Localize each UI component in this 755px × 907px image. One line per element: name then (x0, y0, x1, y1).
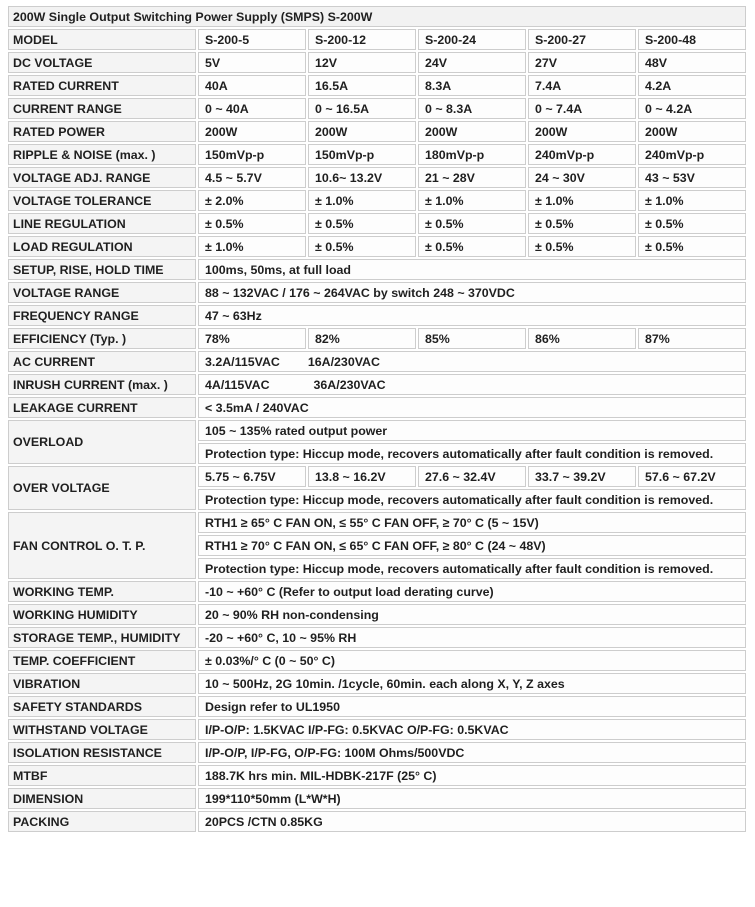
cell-value: Design refer to UL1950 (198, 696, 746, 717)
row-label: VIBRATION (8, 673, 196, 694)
spec-row-efficiency (8, 328, 746, 349)
spec-row-vibration (8, 673, 746, 694)
spec-row-dimension (8, 788, 746, 809)
row-label: WORKING TEMP. (8, 581, 196, 602)
spec-row-packing (8, 811, 746, 832)
spec-row-leakage-current (8, 397, 746, 418)
cell-value: 86% (528, 328, 636, 349)
cell-value: 4.2A (638, 75, 746, 96)
cell-value: 240mVp-p (528, 144, 636, 165)
cell-value: -10 ~ +60° C (Refer to output load derating curve) (198, 581, 746, 602)
row-label: ISOLATION RESISTANCE (8, 742, 196, 763)
row-label: OVERLOAD (8, 420, 196, 464)
row-label: TEMP. COEFFICIENT (8, 650, 196, 671)
cell-value: 4.5 ~ 5.7V (198, 167, 306, 188)
cell-value: 27.6 ~ 32.4V (418, 466, 526, 487)
ac-current-115: 3.2A/115VAC (205, 354, 280, 369)
cell-value: 13.8 ~ 16.2V (308, 466, 416, 487)
row-label: INRUSH CURRENT (max. ) (8, 374, 196, 395)
cell-value: 5V (198, 52, 306, 73)
cell-value: 10.6~ 13.2V (308, 167, 416, 188)
spec-row-setup-time (8, 259, 746, 280)
cell-value: 24 ~ 30V (528, 167, 636, 188)
spec-row-rated-power (8, 121, 746, 142)
row-label: CURRENT RANGE (8, 98, 196, 119)
row-label: WITHSTAND VOLTAGE (8, 719, 196, 740)
cell-value: 27V (528, 52, 636, 73)
row-label: SETUP, RISE, HOLD TIME (8, 259, 196, 280)
cell-value: S-200-12 (308, 29, 416, 50)
cell-value: ± 1.0% (418, 190, 526, 211)
cell-value: 150mVp-p (308, 144, 416, 165)
spec-table (6, 4, 748, 834)
row-label: MODEL (8, 29, 196, 50)
cell-value: ± 0.5% (308, 236, 416, 257)
spec-row-ac-current (8, 351, 746, 372)
cell-value: ± 0.5% (638, 236, 746, 257)
cell-value: 40A (198, 75, 306, 96)
cell-value: 48V (638, 52, 746, 73)
cell-value: 200W (418, 121, 526, 142)
spec-row-fan-control (8, 512, 746, 533)
cell-value: 87% (638, 328, 746, 349)
cell-value: 21 ~ 28V (418, 167, 526, 188)
cell-value (198, 374, 746, 395)
row-label: VOLTAGE TOLERANCE (8, 190, 196, 211)
spec-row-storage (8, 627, 746, 648)
cell-value: I/P-O/P, I/P-FG, O/P-FG: 100M Ohms/500VDC (198, 742, 746, 763)
spec-row-model (8, 29, 746, 50)
spec-row-withstand-voltage (8, 719, 746, 740)
cell-value: ± 0.5% (198, 213, 306, 234)
row-label: RIPPLE & NOISE (max. ) (8, 144, 196, 165)
row-label: FREQUENCY RANGE (8, 305, 196, 326)
spec-row-inrush-current (8, 374, 746, 395)
row-label: VOLTAGE ADJ. RANGE (8, 167, 196, 188)
cell-value: 150mVp-p (198, 144, 306, 165)
cell-value: 57.6 ~ 67.2V (638, 466, 746, 487)
cell-value: 10 ~ 500Hz, 2G 10min. /1cycle, 60min. each along X, Y, Z axes (198, 673, 746, 694)
cell-value: 0 ~ 8.3A (418, 98, 526, 119)
cell-value: ± 0.5% (528, 236, 636, 257)
spec-row-voltage-range (8, 282, 746, 303)
inrush-current-230: 36A/230VAC (313, 377, 386, 392)
cell-value: 200W (638, 121, 746, 142)
spec-row-over-voltage (8, 466, 746, 487)
cell-value: Protection type: Hiccup mode, recovers automatically after fault condition is removed. (198, 489, 746, 510)
cell-value: ± 1.0% (528, 190, 636, 211)
cell-value (198, 351, 746, 372)
cell-value: ± 0.5% (308, 213, 416, 234)
spec-row-dc-voltage (8, 52, 746, 73)
cell-value: ± 0.03%/° C (0 ~ 50° C) (198, 650, 746, 671)
inrush-current-115: 4A/115VAC (205, 377, 270, 392)
row-label: RATED CURRENT (8, 75, 196, 96)
row-label: LOAD REGULATION (8, 236, 196, 257)
cell-value: 5.75 ~ 6.75V (198, 466, 306, 487)
spec-row-voltage-adj-range (8, 167, 746, 188)
row-label: AC CURRENT (8, 351, 196, 372)
cell-value: 47 ~ 63Hz (198, 305, 746, 326)
spec-row-temp-coefficient (8, 650, 746, 671)
row-label: RATED POWER (8, 121, 196, 142)
cell-value: 7.4A (528, 75, 636, 96)
spec-row-frequency-range (8, 305, 746, 326)
cell-value: ± 0.5% (638, 213, 746, 234)
cell-value: S-200-24 (418, 29, 526, 50)
row-label: OVER VOLTAGE (8, 466, 196, 510)
cell-value: 24V (418, 52, 526, 73)
spec-row-mtbf (8, 765, 746, 786)
spec-row-current-range (8, 98, 746, 119)
cell-value: 16.5A (308, 75, 416, 96)
cell-value: 20 ~ 90% RH non-condensing (198, 604, 746, 625)
cell-value: I/P-O/P: 1.5KVAC I/P-FG: 0.5KVAC O/P-FG: 0.5KVAC (198, 719, 746, 740)
row-label: EFFICIENCY (Typ. ) (8, 328, 196, 349)
spec-row-safety-standards (8, 696, 746, 717)
cell-value: 82% (308, 328, 416, 349)
spec-row-working-humidity (8, 604, 746, 625)
cell-value: < 3.5mA / 240VAC (198, 397, 746, 418)
spec-row-voltage-tolerance (8, 190, 746, 211)
cell-value: 180mVp-p (418, 144, 526, 165)
cell-value: 33.7 ~ 39.2V (528, 466, 636, 487)
cell-value: ± 0.5% (418, 213, 526, 234)
cell-value: 12V (308, 52, 416, 73)
cell-value: RTH1 ≥ 70° C FAN ON, ≤ 65° C FAN OFF, ≥ 80° C (24 ~ 48V) (198, 535, 746, 556)
cell-value: -20 ~ +60° C, 10 ~ 95% RH (198, 627, 746, 648)
spec-row-line-regulation (8, 213, 746, 234)
cell-value: 0 ~ 16.5A (308, 98, 416, 119)
spec-row-isolation-resistance (8, 742, 746, 763)
cell-value: RTH1 ≥ 65° C FAN ON, ≤ 55° C FAN OFF, ≥ 70° C (5 ~ 15V) (198, 512, 746, 533)
cell-value: S-200-27 (528, 29, 636, 50)
cell-value: 200W (308, 121, 416, 142)
cell-value: ± 2.0% (198, 190, 306, 211)
cell-value: ± 0.5% (418, 236, 526, 257)
cell-value: ± 1.0% (198, 236, 306, 257)
cell-value: 0 ~ 40A (198, 98, 306, 119)
cell-value: 85% (418, 328, 526, 349)
cell-value: 78% (198, 328, 306, 349)
table-title-row (8, 6, 746, 27)
row-label: STORAGE TEMP., HUMIDITY (8, 627, 196, 648)
cell-value: S-200-5 (198, 29, 306, 50)
cell-value: 0 ~ 4.2A (638, 98, 746, 119)
cell-value: 88 ~ 132VAC / 176 ~ 264VAC by switch 248 ~ 370VDC (198, 282, 746, 303)
spec-row-ripple-noise (8, 144, 746, 165)
row-label: PACKING (8, 811, 196, 832)
cell-value: 0 ~ 7.4A (528, 98, 636, 119)
cell-value: 105 ~ 135% rated output power (198, 420, 746, 441)
table-title: 200W Single Output Switching Power Supply (SMPS) S-200W (8, 6, 746, 27)
cell-value: 240mVp-p (638, 144, 746, 165)
row-label: VOLTAGE RANGE (8, 282, 196, 303)
cell-value: ± 1.0% (638, 190, 746, 211)
row-label: DC VOLTAGE (8, 52, 196, 73)
spec-row-load-regulation (8, 236, 746, 257)
cell-value: ± 1.0% (308, 190, 416, 211)
row-label: SAFETY STANDARDS (8, 696, 196, 717)
row-label: LEAKAGE CURRENT (8, 397, 196, 418)
cell-value: S-200-48 (638, 29, 746, 50)
cell-value: 100ms, 50ms, at full load (198, 259, 746, 280)
row-label: DIMENSION (8, 788, 196, 809)
cell-value: 200W (528, 121, 636, 142)
cell-value: Protection type: Hiccup mode, recovers automatically after fault condition is removed. (198, 443, 746, 464)
row-label: LINE REGULATION (8, 213, 196, 234)
row-label: FAN CONTROL O. T. P. (8, 512, 196, 579)
row-label: MTBF (8, 765, 196, 786)
spec-row-working-temp (8, 581, 746, 602)
cell-value: Protection type: Hiccup mode, recovers automatically after fault condition is removed. (198, 558, 746, 579)
cell-value: 200W (198, 121, 306, 142)
spec-row-rated-current (8, 75, 746, 96)
ac-current-230: 16A/230VAC (307, 354, 380, 369)
cell-value: 188.7K hrs min. MIL-HDBK-217F (25° C) (198, 765, 746, 786)
cell-value: 8.3A (418, 75, 526, 96)
spec-row-overload (8, 420, 746, 441)
row-label: WORKING HUMIDITY (8, 604, 196, 625)
cell-value: 199*110*50mm (L*W*H) (198, 788, 746, 809)
cell-value: 43 ~ 53V (638, 167, 746, 188)
cell-value: ± 0.5% (528, 213, 636, 234)
cell-value: 20PCS /CTN 0.85KG (198, 811, 746, 832)
